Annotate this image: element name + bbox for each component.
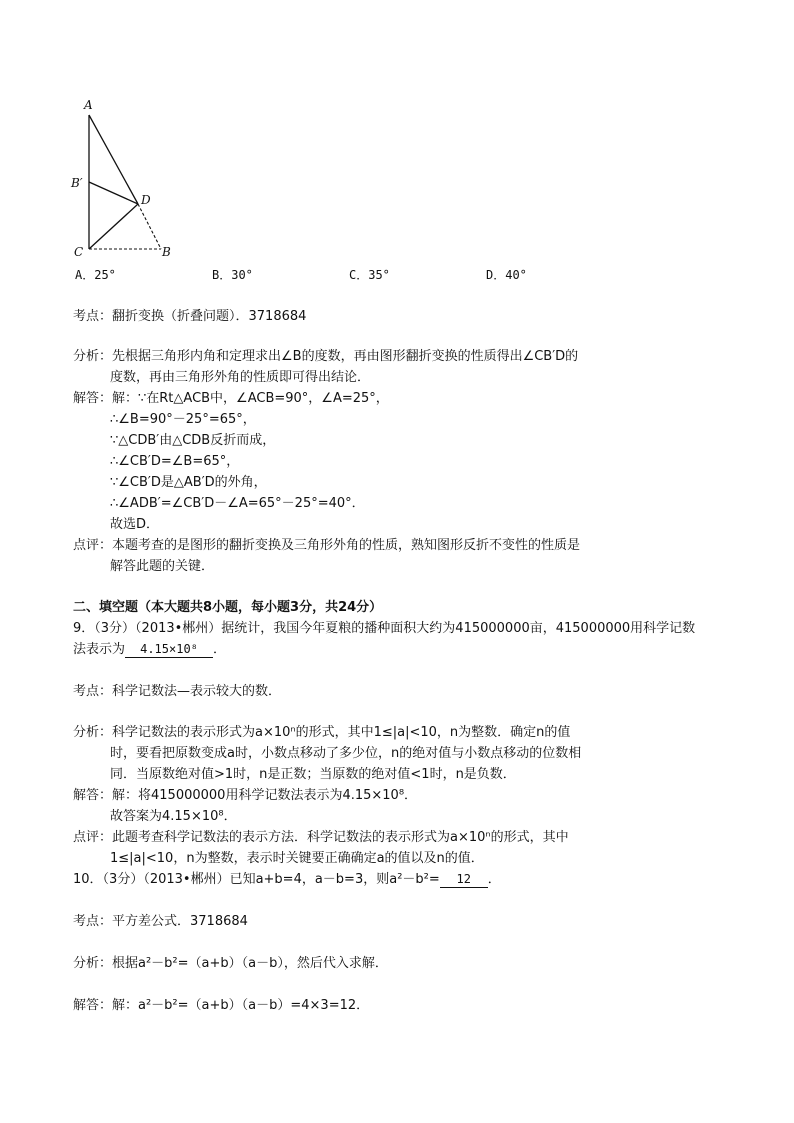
option-d: D．40° bbox=[486, 268, 527, 282]
label-a: A bbox=[84, 98, 93, 112]
q9-stem-prefix: 法表示为 bbox=[73, 642, 126, 657]
q9-fenxi-line2: 时，要看把原数变成a时，小数点移动了多少位，n的绝对值与小数点移动的位数相 bbox=[110, 746, 582, 761]
label-c: C bbox=[74, 245, 84, 259]
q9-stem-line2 bbox=[73, 641, 226, 659]
option-c: C．35° bbox=[349, 268, 390, 282]
q10-jieda: 解答：解：a²－b²=（a+b）（a－b）=4×3=12． bbox=[73, 998, 370, 1013]
edge-db-dashed bbox=[138, 204, 161, 249]
q10-stem-suffix: ． bbox=[487, 872, 501, 887]
q9-dianping-line2: 1≤|a|<10，n为整数，表示时关键要正确确定a的值以及n的值． bbox=[110, 851, 484, 866]
label-d: D bbox=[141, 193, 151, 207]
q8-kaodian: 考点：翻折变换（折叠问题）．3718684 bbox=[73, 309, 307, 324]
q8-dianping-line2: 解答此题的关键． bbox=[110, 559, 215, 574]
q8-jieda-line6: ∴∠ADB′=∠CB′D－∠A=65°－25°=40°． bbox=[110, 496, 365, 511]
q10-stem-prefix: 10．（3分）（2013•郴州）已知a+b=4，a－b=3，则a²－b²= bbox=[73, 872, 440, 887]
q8-fenxi-line2: 度数，再由三角形外角的性质即可得出结论． bbox=[110, 370, 371, 385]
q9-fenxi-line3: 同．当原数绝对值>1时，n是正数；当原数的绝对值<1时，n是负数． bbox=[110, 767, 516, 782]
q9-dianping-line1: 点评：此题考查科学记数法的表示方法．科学记数法的表示形式为a×10ⁿ的形式，其中 bbox=[73, 830, 569, 845]
q10-kaodian: 考点：平方差公式．3718684 bbox=[73, 914, 248, 929]
q8-jieda-line3: ∵△CDB′由△CDB反折而成， bbox=[110, 433, 276, 448]
triangle-figure bbox=[60, 95, 260, 265]
q10-answer-blank: 12 bbox=[440, 871, 488, 888]
q9-jieda-line1: 解答：解：将415000000用科学记数法表示为4.15×10⁸． bbox=[73, 788, 418, 803]
q8-jieda-line1: 解答：解：∵在Rt△ACB中，∠ACB=90°，∠A=25°， bbox=[73, 391, 389, 406]
q9-kaodian: 考点：科学记数法—表示较大的数． bbox=[73, 684, 282, 699]
label-b-prime: B′ bbox=[71, 176, 83, 190]
q10-fenxi: 分析：根据a²－b²=（a+b）（a－b），然后代入求解． bbox=[73, 956, 388, 971]
q8-jieda-line5: ∵∠CB′D是△AB′D的外角， bbox=[110, 475, 267, 490]
q8-dianping-line1: 点评：本题考查的是图形的翻折变换及三角形外角的性质，熟知图形反折不变性的性质是 bbox=[73, 538, 581, 553]
q10-stem bbox=[73, 871, 501, 889]
label-b: B bbox=[162, 245, 171, 259]
q9-answer-blank: 4.15×10⁸ bbox=[125, 641, 213, 658]
option-b: B．30° bbox=[212, 268, 253, 282]
option-a: A．25° bbox=[75, 268, 116, 282]
q8-jieda-line7: 故选D． bbox=[110, 517, 160, 532]
q9-fenxi-line1: 分析：科学记数法的表示形式为a×10ⁿ的形式，其中1≤|a|<10，n为整数．确定n的值 bbox=[73, 725, 571, 740]
q9-stem-suffix: ． bbox=[213, 642, 227, 657]
section-heading: 二、填空题（本大题共8小题，每小题3分，共24分） bbox=[73, 600, 383, 615]
q9-stem-line1: 9．（3分）（2013•郴州）据统计，我国今年夏粮的播种面积大约为415000000亩，415000000用科学记数 bbox=[73, 621, 696, 636]
q8-jieda-line4: ∴∠CB′D=∠B=65°， bbox=[110, 454, 240, 469]
q8-fenxi-line1: 分析：先根据三角形内角和定理求出∠B的度数，再由图形翻折变换的性质得出∠CB′D的 bbox=[73, 349, 579, 364]
edge-ad bbox=[89, 115, 138, 204]
edge-cd bbox=[89, 204, 138, 249]
q9-jieda-line2: 故答案为4.15×10⁸． bbox=[110, 809, 237, 824]
q8-jieda-line2: ∴∠B=90°－25°=65°， bbox=[110, 412, 256, 427]
edge-bprime-d bbox=[89, 182, 138, 204]
